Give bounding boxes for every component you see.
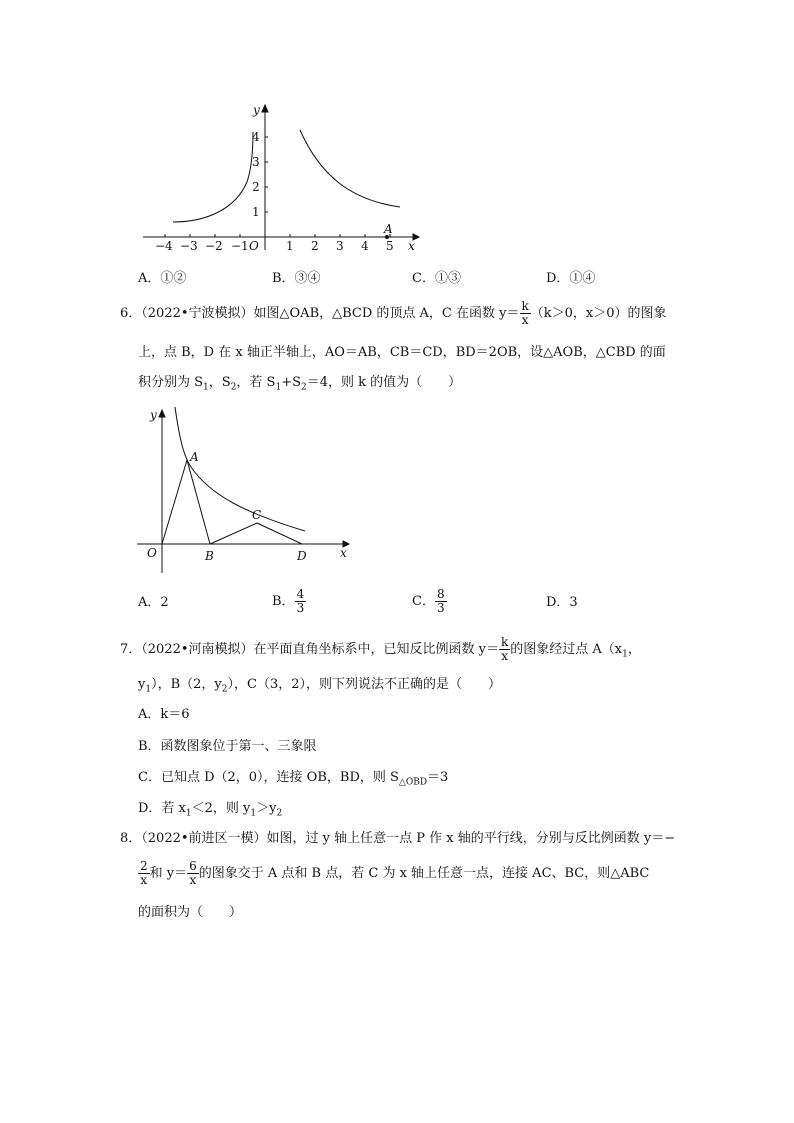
q7-option-d: D．若 $x_1<2$，则 $y_1>y_2$ [138,801,283,819]
q6-option-d: D．3 [546,595,578,610]
graph2-segment-ab [187,460,210,544]
graph1-y-tick: 4 [252,130,260,144]
q8-line2: $\frac{2}{x}$ 和 y＝ $\frac{6}{x}$ 的图象交于 A 点和 B 点，若 C 为 x 轴上任意一点，连接 AC、BC，则△ABC [140,859,650,887]
q6-line1: 6．（2022•宁波模拟）如图△OAB，△BCD 的顶点 A，C 在函数 y＝ $\frac{k}{x}$ （k＞0，x＞0）的图象 [120,299,667,327]
graph1-figure [135,100,425,260]
q6-option-a: A．2 [138,595,169,610]
graph2-label-o: O [147,546,157,560]
graph2-figure [135,405,355,575]
graph1-y-tick: 2 [252,180,260,194]
q7-line2: $y_1$），B（2，$y_2$），C（3，2），则下列说法不正确的是（ ） [138,677,501,695]
graph1-point-a-label: A [384,222,393,236]
graph1-origin: O [249,239,259,253]
graph2-segment-bc [210,523,257,544]
graph1-y-label: y [253,103,260,117]
q6-fraction-k-x: $\frac{k}{x}$ [521,299,529,327]
graph2-label-a: A [190,450,199,464]
q8-line1: 8．（2022•前进区一模）如图，过 y 轴上任意一点 P 作 x 轴的平行线，分别与反比例函数 y＝− [120,831,676,846]
graph2-x-label: x [340,546,347,560]
q7-option-b: B．函数图象位于第一、三象限 [138,739,317,754]
graph2-curve [175,407,305,531]
q5-option-b: B．③④ [272,271,321,286]
graph2-label-b: B [205,549,214,563]
graph2-label-c: C [252,508,262,522]
graph1-x-tick: 2 [311,239,319,253]
graph1-x-tick: −3 [180,239,198,253]
graph2-label-d: D [297,549,307,563]
graph1-y-tick: 1 [252,205,260,219]
graph1-x-tick: 1 [286,239,294,253]
q5-option-c: C．①③ [412,271,461,286]
graph1-x-tick: 4 [361,239,369,253]
q8-line3: 的面积为（ ） [138,905,243,920]
graph2-y-label: y [150,408,157,422]
q5-option-d: D．①④ [546,271,596,286]
graph1-x-tick: −2 [205,239,223,253]
graph1-y-tick: 3 [252,155,260,169]
graph1-x-tick: −4 [155,239,173,253]
q6-line3: 积分别为 $S_1$，$S_2$，若 $S_1+S_2=4$，则 k 的值为（ ） [138,375,462,393]
graph1-x-tick: 5 [386,239,394,253]
graph1-x-label: x [408,239,415,253]
graph1-y-arrow [262,105,268,112]
q6-line2: 上，点 B，D 在 x 轴正半轴上，AO＝AB，CB＝CD，BD＝2OB，设△AOB，△CBD 的面 [138,345,666,360]
graph2-y-arrow [159,410,165,417]
graph1-x-tick: −1 [231,239,249,253]
graph1-x-tick: 3 [336,239,344,253]
q6-option-c: C． $\frac{8}{3}$ [412,587,445,615]
q5-option-a: A．①② [138,271,187,286]
q7-option-c: C．已知点 D（2，0），连接 OB，BD，则 $S_{\triangle OBD}=3$ [138,770,449,788]
q7-line1: 7．（2022•河南模拟）在平面直角坐标系中，已知反比例函数 y＝ $\frac{k}{x}$ 的图象经过点 $A(x_1$， [120,635,641,663]
q6-option-b: B． $\frac{4}{3}$ [272,587,305,615]
graph2-segment-cd [257,523,302,544]
graph1-right-curve [300,130,400,207]
q7-option-a: A．k＝6 [138,707,190,722]
graph1-left-curve [173,132,253,222]
graph2-segment-oa [162,460,187,544]
